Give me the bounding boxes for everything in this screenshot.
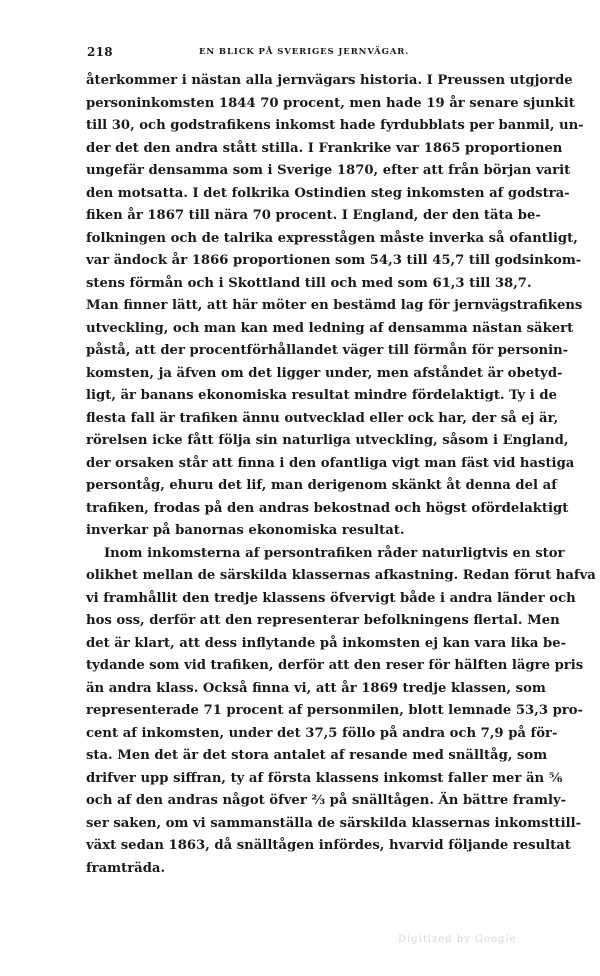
paragraph-start-line: Inom inkomsterna af persontrafiken råder naturligtvis en stor xyxy=(104,545,565,561)
text-line: komsten, ja äfven om det ligger under, men afståndet är obetyd- xyxy=(86,365,563,381)
text-line: trafiken, frodas på den andras bekostnad och högst ofördelaktigt xyxy=(86,500,569,516)
text-line: tydande som vid trafiken, derför att den reser för hälften lägre pris xyxy=(86,658,584,673)
text-line: sta. Men det är det stora antalet af resande med snälltåg, som xyxy=(86,748,548,763)
paragraph-end-line: framträda. xyxy=(86,860,166,876)
text-line: den motsatta. I det folkrika Ostindien steg inkomsten af godstra- xyxy=(86,185,570,201)
text-line: olikhet mellan de särskilda klassernas afkastning. Redan förut hafva xyxy=(86,568,596,583)
page-header xyxy=(87,45,467,61)
text-line: till 30, och godstrafikens inkomst hade fyrdubblats per banmil, un- xyxy=(86,118,584,133)
text-line: än andra klass. Också finna vi, att år 1869 tredje klassen, som xyxy=(86,680,546,696)
text-line: växt sedan 1863, då snälltågen infördes, hvarvid följande resultat xyxy=(86,838,571,853)
text-line: fiken år 1867 till nära 70 procent. I England, der den täta be- xyxy=(86,208,541,223)
text-line: der orsaken står att finna i den ofantliga vigt man fäst vid hastiga xyxy=(86,455,575,471)
text-line: flesta fall är trafiken ännu outvecklad eller ock har, der så ej är, xyxy=(86,410,559,426)
text-line: folkningen och de talrika expresstågen måste inverka så ofantligt, xyxy=(86,230,578,246)
text-line: ser saken, om vi sammanställa de särskilda klassernas inkomsttill- xyxy=(86,815,582,831)
running-title: EN BLICK PÅ SVERIGES JERNVÄGAR. xyxy=(199,47,410,57)
text-line: påstå, att der procentförhållandet väger till förmån för personin- xyxy=(86,343,569,358)
text-line: det är klart, att dess inflytande på inkomsten ej kan vara lika be- xyxy=(86,635,567,651)
text-line: utveckling, och man kan med ledning af densamma nästan säkert xyxy=(86,320,574,336)
text-line: Man finner lätt, att här möter en bestämd lag för jernvägstrafikens xyxy=(86,298,583,313)
text-line: och af den andras något öfver ⅔ på snälltågen. Än bättre framly- xyxy=(86,793,567,808)
body-text xyxy=(86,70,596,880)
text-line: personinkomsten 1844 70 procent, men hade 19 år senare sjunkit xyxy=(86,95,575,111)
watermark: Digitized by Google xyxy=(398,934,517,945)
page-number: 218 xyxy=(87,45,113,59)
text-line: ungefär densamma som i Sverige 1870, efter att från början varit xyxy=(86,163,571,178)
text-line: persontåg, ehuru det lif, man derigenom skänkt åt denna del af xyxy=(86,478,557,493)
paragraph-end-line: inverkar på banornas ekonomiska resultat. xyxy=(86,523,405,538)
text-line: representerade 71 procent af personmilen, blott lemnade 53,3 pro- xyxy=(86,703,584,718)
text-line: der det den andra stått stilla. I Frankrike var 1865 proportionen xyxy=(86,140,563,156)
text-line: återkommer i nästan alla jernvägars historia. I Preussen utgjorde xyxy=(86,73,573,88)
text-line: var ändock år 1866 proportionen som 54,3 till 45,7 till godsinkom- xyxy=(86,253,582,268)
text-line: ligt, är banans ekonomiska resultat mindre fördelaktigt. Ty i de xyxy=(86,388,557,403)
text-line: hos oss, derför att den representerar befolkningens flertal. Men xyxy=(86,613,560,628)
text-line: rörelsen icke fått följa sin naturliga utveckling, såsom i England, xyxy=(86,433,569,448)
text-line: cent af inkomsten, under det 37,5 föllo på andra och 7,9 på för- xyxy=(86,725,558,741)
text-line: drifver upp siffran, ty af första klassens inkomst faller mer än ⅚ xyxy=(86,770,563,786)
text-line: stens förmån och i Skottland till och med som 61,3 till 38,7. xyxy=(86,275,532,291)
text-line: vi framhållit den tredje klassens öfvervigt både i andra länder och xyxy=(86,590,576,606)
